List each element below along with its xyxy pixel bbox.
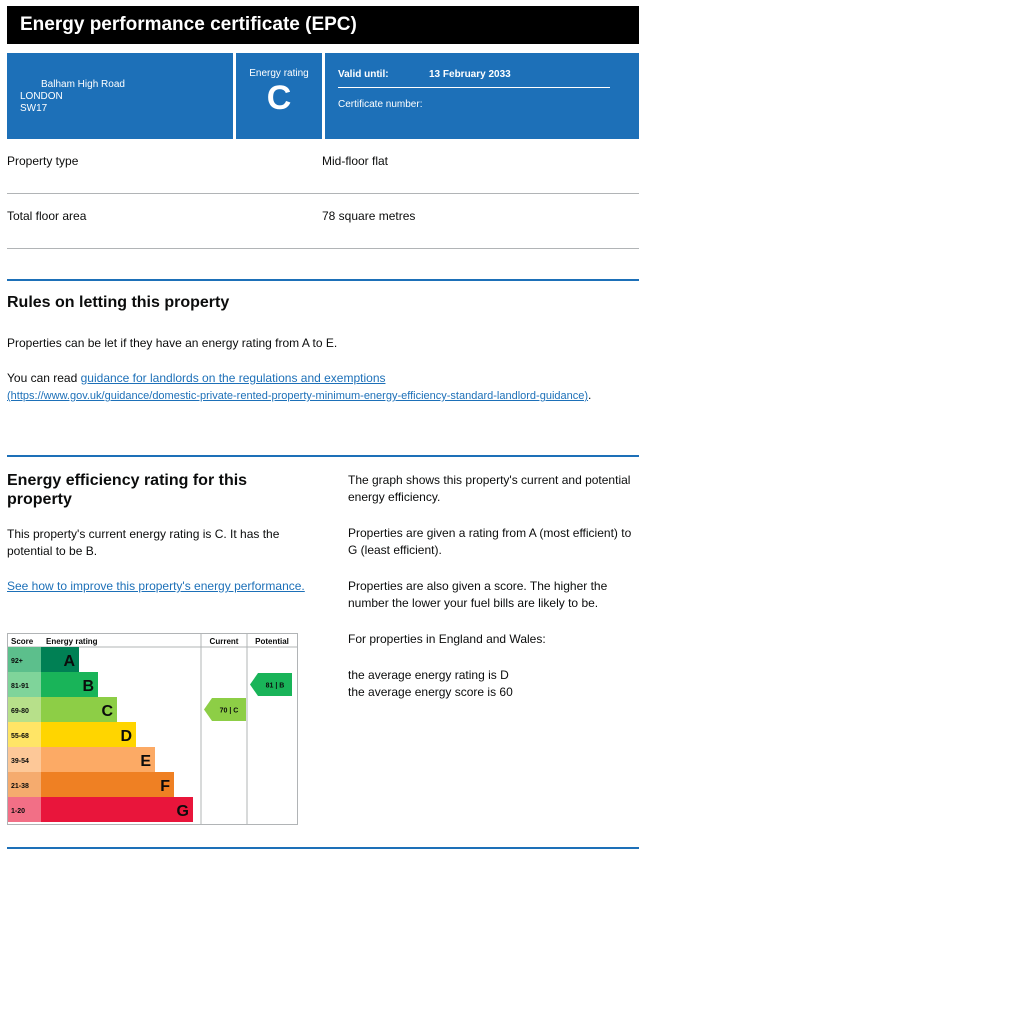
page-title: Energy performance certificate (EPC) bbox=[7, 6, 639, 44]
landlord-guidance-link[interactable]: guidance for landlords on the regulations and exemptions bbox=[80, 371, 386, 385]
graph-explainer: The graph shows this property's current and potential energy efficiency. bbox=[348, 473, 631, 504]
address-line-1: Balham High Road bbox=[41, 79, 125, 90]
current-rating-label: 70 | C bbox=[219, 707, 239, 715]
landlord-guidance-url[interactable]: (https://www.gov.uk/guidance/domestic-private-rented-property-minimum-energy-efficiency-standard-landlord-guidance) bbox=[7, 390, 589, 402]
chart-content bbox=[8, 634, 297, 824]
letting-rules-heading: Rules on letting this property bbox=[7, 294, 230, 311]
potential-rating-label: 81 | B bbox=[265, 682, 285, 690]
address-line-3: SW17 bbox=[20, 103, 48, 114]
property-address bbox=[20, 79, 125, 115]
rating-letter-f: F bbox=[160, 778, 170, 795]
guidance-prefix: You can read bbox=[7, 371, 81, 385]
rating-bar-g bbox=[41, 797, 193, 822]
floor-area-row bbox=[7, 194, 639, 249]
address-line-2: LONDON bbox=[20, 91, 63, 102]
energy-rating-label: Energy rating bbox=[249, 68, 309, 79]
efficiency-heading: Energy efficiency rating for this property bbox=[7, 472, 248, 508]
energy-rating-chart bbox=[7, 633, 298, 825]
summary-divider bbox=[322, 53, 325, 139]
potential-header: Potential bbox=[255, 637, 289, 646]
score-explainer: Properties are also given a score. The higher the number the lower your fuel bills are likely to be. bbox=[348, 579, 608, 610]
efficiency-summary: This property's current energy rating is C. It has the potential to be B. bbox=[7, 527, 280, 558]
efficiency-right-column bbox=[348, 472, 643, 701]
valid-until-label: Valid until: bbox=[338, 69, 389, 80]
score-range-a: 92+ bbox=[11, 658, 23, 665]
property-type-row bbox=[7, 139, 639, 194]
rating-letter-c: C bbox=[101, 703, 113, 720]
score-range-d: 55-68 bbox=[11, 733, 29, 740]
score-header: Score bbox=[11, 637, 34, 646]
valid-until-date: 13 February 2033 bbox=[429, 69, 511, 80]
efficiency-left-column bbox=[7, 471, 307, 595]
score-range-f: 21-38 bbox=[11, 783, 29, 790]
rating-letter-b: B bbox=[82, 678, 94, 695]
rating-letter-e: E bbox=[140, 753, 151, 770]
rating-letter-a: A bbox=[63, 653, 75, 670]
landlord-guidance-text bbox=[7, 370, 639, 405]
guidance-suffix: . bbox=[588, 388, 592, 402]
letting-rules-section bbox=[7, 281, 639, 455]
epc-page bbox=[7, 6, 639, 849]
region-note: For properties in England and Wales: bbox=[348, 632, 546, 646]
certificate-number-label: Certificate number: bbox=[338, 99, 423, 110]
score-range-g: 1-20 bbox=[11, 808, 26, 815]
score-range-b: 81-91 bbox=[11, 683, 29, 690]
property-type-label: Property type bbox=[7, 154, 79, 168]
rating-letter-d: D bbox=[120, 728, 132, 745]
energy-rating-letter: C bbox=[266, 79, 292, 117]
score-range-c: 69-80 bbox=[11, 708, 29, 715]
current-header: Current bbox=[209, 637, 239, 646]
summary-rule bbox=[338, 87, 610, 88]
section-divider bbox=[7, 847, 639, 849]
rating-header: Energy rating bbox=[46, 637, 98, 646]
epc-summary-panel bbox=[7, 53, 639, 139]
improve-performance-link[interactable]: See how to improve this property's energy performance. bbox=[7, 579, 305, 593]
floor-area-label: Total floor area bbox=[7, 209, 87, 223]
average-rating-text: the average energy rating is D bbox=[348, 668, 509, 682]
letting-rules-text: Properties can be let if they have an energy rating from A to E. bbox=[7, 336, 338, 350]
rating-explainer: Properties are given a rating from A (most efficient) to G (least efficient). bbox=[348, 526, 632, 557]
energy-rating-box bbox=[236, 53, 322, 139]
rating-letter-g: G bbox=[176, 803, 189, 820]
property-type-value: Mid-floor flat bbox=[322, 154, 389, 168]
score-range-e: 39-54 bbox=[11, 758, 29, 765]
floor-area-value: 78 square metres bbox=[322, 209, 416, 223]
spacer bbox=[7, 249, 639, 279]
rating-bar-f bbox=[41, 772, 174, 797]
energy-efficiency-section bbox=[7, 457, 639, 847]
average-score-text: the average energy score is 60 bbox=[348, 685, 513, 699]
rating-bar-e bbox=[41, 747, 155, 772]
